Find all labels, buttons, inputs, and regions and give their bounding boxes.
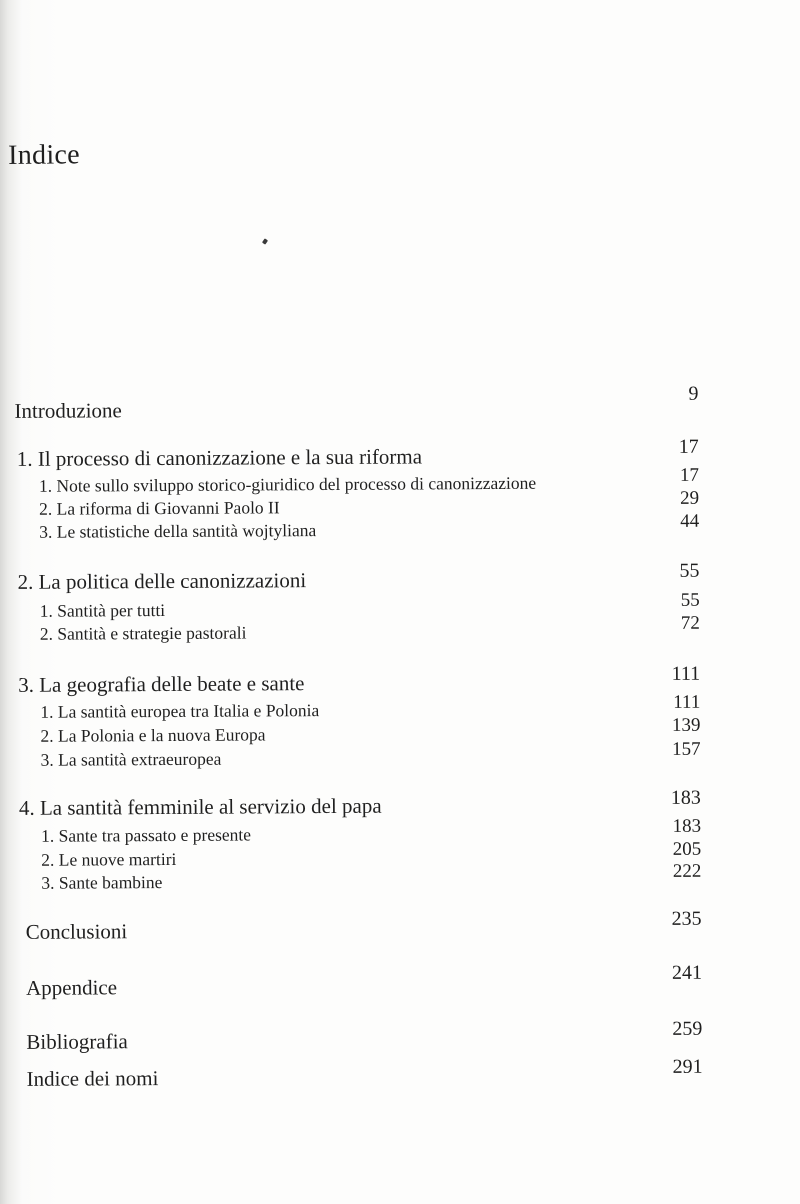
toc-entry-bibliografia[interactable]	[6, 1017, 800, 1058]
toc-entry-page: 183	[672, 815, 702, 837]
toc-section-4-3[interactable]	[5, 860, 800, 901]
toc-entry-page: 111	[673, 691, 701, 713]
toc-entry-page: 205	[672, 838, 702, 860]
toc-entry-label: Indice dei nomi	[26, 1066, 159, 1091]
toc-entry-label: Conclusioni	[25, 919, 128, 944]
toc-entry-conclusioni[interactable]	[6, 907, 800, 948]
toc-entry-label: 3. La santità extraeuropea	[40, 748, 222, 770]
toc-entry-label: 1. La santità europea tra Italia e Polonia	[40, 700, 320, 722]
toc-entry-page: 9	[688, 382, 699, 405]
toc-entry-page: 17	[678, 435, 699, 458]
toc-section-3-3[interactable]	[5, 738, 800, 778]
toc-entry-label: 1. Sante tra passato e presente	[41, 824, 252, 846]
toc-section-2-2[interactable]	[4, 612, 800, 652]
toc-entry-page: 291	[672, 1055, 703, 1078]
toc-entry-label: 4. La santità femminile al servizio del papa	[18, 793, 382, 820]
toc-entry-indice-dei-nomi[interactable]	[7, 1055, 800, 1095]
toc-entry-label: 3. Sante bambine	[41, 872, 163, 893]
toc-entry-label: Bibliografia	[26, 1029, 128, 1054]
toc-entry-label: Introduzione	[14, 398, 122, 423]
toc-entry-page: 222	[672, 860, 702, 882]
toc-entry-label: 1. Note sullo sviluppo storico-giuridico del processo di canonizzazione	[38, 472, 537, 496]
toc-entry-label: 2. Le nuove martiri	[41, 848, 177, 870]
toc-entry-page: 55	[680, 589, 700, 611]
toc-entry-page: 29	[679, 487, 700, 509]
toc-entry-page: 111	[671, 662, 701, 685]
toc-entry-label: 3. La geografia delle beate e sante	[18, 671, 305, 697]
toc-entry-page: 44	[680, 510, 700, 532]
toc-entry-page: 139	[671, 714, 701, 736]
toc-entry-appendice[interactable]	[6, 961, 800, 1004]
toc-entry-label: Appendice	[25, 975, 118, 1000]
toc-entry-page: 183	[670, 786, 701, 809]
toc-entry-page: 55	[679, 559, 700, 582]
toc-entry-label: 1. Il processo di canonizzazione e la sua riforma	[16, 444, 423, 471]
toc-entry-page: 235	[671, 907, 702, 930]
page-title: Indice	[8, 139, 81, 171]
toc-entry-label: 3. Le statistiche della santità wojtyliana	[39, 520, 317, 542]
toc-entry-label: 2. Santità e strategie pastorali	[39, 622, 247, 644]
toc-section-1-3[interactable]	[3, 510, 800, 550]
toc-entry-label: 1. Santità per tutti	[39, 600, 166, 621]
toc-entry-page: 259	[672, 1017, 703, 1040]
toc-entry-label: 2. La riforma di Giovanni Paolo II	[39, 497, 280, 519]
toc-entry-page: 72	[680, 612, 700, 634]
toc-entry-page: 17	[679, 464, 699, 486]
toc-entry-label: 2. La Polonia e la nuova Europa	[40, 724, 266, 746]
toc-entry-page: 157	[672, 738, 701, 760]
toc-entry-label: 2. La politica delle canonizzazioni	[17, 568, 307, 594]
toc-entry-introduzione[interactable]	[2, 382, 800, 423]
toc-entry-page: 241	[671, 961, 703, 984]
